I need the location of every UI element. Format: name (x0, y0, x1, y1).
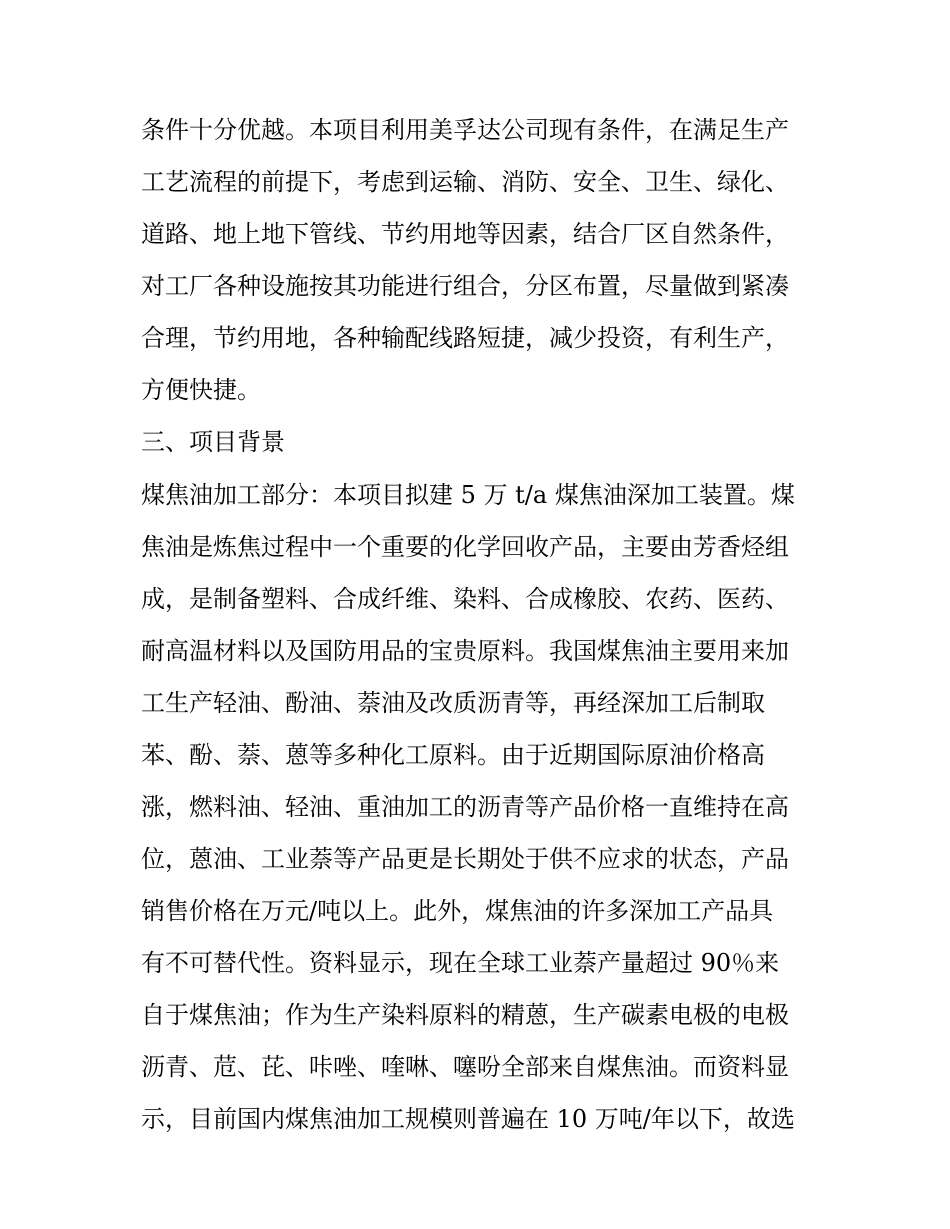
text-line: 工艺流程的前提下，考虑到运输、消防、安全、卫生、绿化、 (141, 168, 789, 196)
paragraph-site-layout (141, 104, 821, 416)
text-line: 焦油是炼焦过程中一个重要的化学回收产品，主要由芳香烃组 (141, 533, 789, 561)
text-line: 有不可替代性。资料显示，现在全球工业萘产量超过 90％来 (141, 949, 780, 977)
text-line: 自于煤焦油；作为生产染料原料的精蒽，生产碳素电极的电极 (141, 1001, 789, 1029)
text-line: 合理，节约用地，各种输配线路短捷，减少投资，有利生产， (141, 324, 789, 352)
text-line: 方便快捷。 (141, 376, 261, 404)
text-line: 成，是制备塑料、合成纤维、染料、合成橡胶、农药、医药、 (141, 585, 789, 613)
text-line: 示，目前国内煤焦油加工规模则普遍在 10 万吨/年以下，故选 (141, 1105, 795, 1133)
text-line: 涨，燃料油、轻油、重油加工的沥青等产品价格一直维持在高 (141, 793, 789, 821)
paragraph-coal-tar-background (141, 469, 821, 1145)
text-line: 对工厂各种设施按其功能进行组合，分区布置，尽量做到紧凑 (141, 272, 789, 300)
text-line: 销售价格在万元/吨以上。此外，煤焦油的许多深加工产品具 (141, 897, 774, 925)
text-line: 条件十分优越。本项目利用美孚达公司现有条件，在满足生产 (141, 116, 789, 144)
section-heading: 三、项目背景 (141, 428, 285, 456)
document-body (141, 104, 821, 1145)
text-line: 煤焦油加工部分：本项目拟建 5 万 t/a 煤焦油深加工装置。煤 (141, 481, 795, 509)
text-line: 位，蒽油、工业萘等产品更是长期处于供不应求的状态，产品 (141, 845, 789, 873)
text-line: 沥青、苊、芘、咔唑、喹啉、噻吩全部来自煤焦油。而资料显 (141, 1053, 789, 1081)
text-line: 工生产轻油、酚油、萘油及改质沥青等，再经深加工后制取 (141, 689, 765, 717)
text-line: 耐高温材料以及国防用品的宝贵原料。我国煤焦油主要用来加 (141, 637, 789, 665)
text-line: 道路、地上地下管线、节约用地等因素，结合厂区自然条件， (141, 220, 789, 248)
text-line: 苯、酚、萘、蒽等多种化工原料。由于近期国际原油价格高 (141, 741, 765, 769)
